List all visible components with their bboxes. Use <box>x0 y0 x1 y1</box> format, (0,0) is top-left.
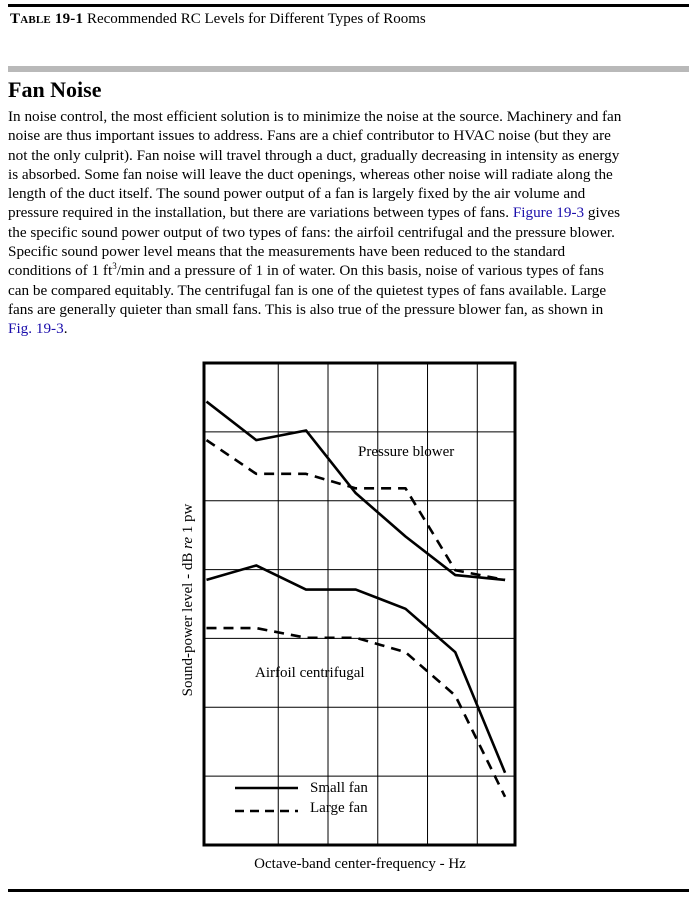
paragraph-line <box>8 203 688 222</box>
series-line-4 <box>206 628 505 797</box>
paragraph-line <box>8 223 688 242</box>
annotation-airfoil-centrifugal: Airfoil centrifugal <box>255 665 365 681</box>
paragraph-text: Specific sound power level means that the measurements have been reduced to the standard <box>8 243 566 261</box>
x-axis-label: Octave-band center-frequency - Hz <box>254 856 466 872</box>
table-caption-text: Recommended RC Levels for Different Types of Rooms <box>83 11 426 27</box>
paragraph-text: In noise control, the most efficient solution is to minimize the noise at the source. Machinery and fan <box>8 108 622 125</box>
figure-19-3 <box>175 358 525 880</box>
paragraph-text: . <box>63 320 68 338</box>
y-axis-label: Sound-power level - dB re 1 pw <box>180 503 196 697</box>
figure-link[interactable]: Fig. 19-3 <box>8 320 64 338</box>
paragraph-text: length of the duct itself. The sound power output of a fan is largely fixed by the air volume and <box>8 185 586 203</box>
series-line-2 <box>206 440 505 580</box>
annotation-pressure-blower: Pressure blower <box>358 444 455 460</box>
paragraph-text: the specific sound power output of two types of fans: the airfoil centrifugal and the pressure blower. <box>8 223 615 241</box>
paragraph-text: noise are thus important issues to address. Fans are a chief contributor to HVAC noise (but they are <box>8 127 611 145</box>
body-paragraph <box>8 107 688 339</box>
paragraph-line <box>8 184 688 203</box>
paragraph-line <box>8 300 688 319</box>
legend-label-small-fan: Small fan <box>310 780 368 796</box>
figure-link[interactable]: Figure 19-3 <box>512 204 585 222</box>
paragraph-text: can be compared equitably. The centrifugal fan is one of the quietest types of fans available. Large <box>8 281 607 299</box>
paragraph-line <box>8 261 688 280</box>
table-caption-label: Table 19-1 <box>10 11 84 27</box>
series-line-1 <box>206 402 505 580</box>
paragraph-text: /min and a pressure of 1 in of water. On this basis, noise of various types of fans <box>116 262 604 280</box>
legend-label-large-fan: Large fan <box>310 800 368 816</box>
paragraph-text: conditions of 1 ft <box>8 262 113 280</box>
paragraph-text: pressure required in the installation, but there are variations between types of fans. <box>8 204 513 222</box>
paragraph-text: is absorbed. Some fan noise will leave the duct openings, whereas other noise will radiate along the <box>8 165 613 183</box>
paragraph-text: gives <box>584 204 620 222</box>
superscript: 3 <box>112 261 117 272</box>
paragraph-line <box>8 126 688 145</box>
paragraph-line <box>8 281 688 300</box>
section-divider <box>8 66 689 72</box>
section-title: Fan Noise <box>8 77 102 102</box>
bottom-rule <box>8 889 689 892</box>
table-caption <box>10 10 426 28</box>
paragraph-line <box>8 319 688 338</box>
legend <box>235 780 368 816</box>
paragraph-line <box>8 165 688 184</box>
paragraph-line <box>8 242 688 261</box>
paragraph-line <box>8 146 688 165</box>
paragraph-text: not the only culprit). Fan noise will travel through a duct, gradually decreasing in intensity as energy <box>8 146 620 164</box>
fan-noise-chart <box>175 358 525 880</box>
paragraph-text: fans are generally quieter than small fans. This is also true of the pressure blower fan, as shown in <box>8 300 604 318</box>
series-lines <box>206 402 505 797</box>
paragraph-line <box>8 107 688 126</box>
top-rule <box>8 4 689 7</box>
